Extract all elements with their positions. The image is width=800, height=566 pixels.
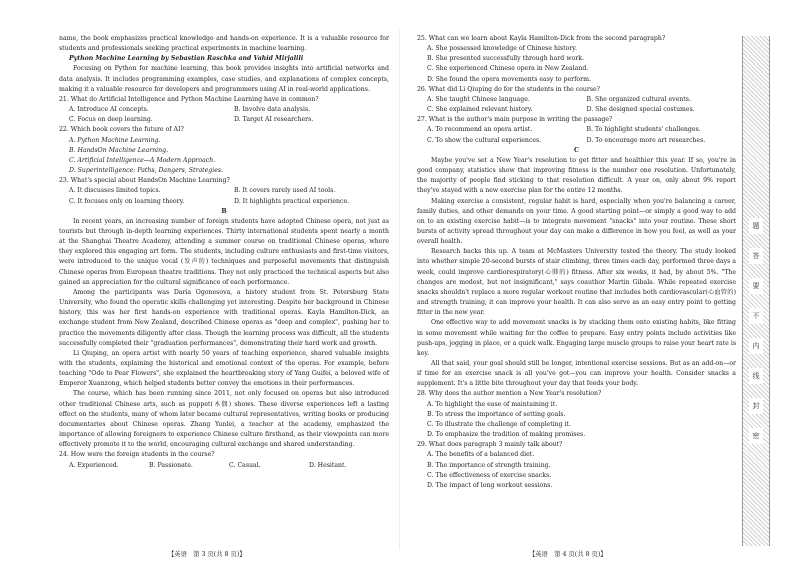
- page-4: [403, 0, 738, 566]
- q29-option-a: A. The benefits of a balanced diet.: [427, 451, 535, 459]
- q26-option-a: A. She taught Chinese language.: [427, 95, 530, 103]
- margin-label: 要: [749, 278, 763, 294]
- q28-option-c: C. To illustrate the challenge of completing it.: [427, 420, 572, 428]
- margin-label: 题: [749, 218, 763, 234]
- q27-stem: 27. What is the author's main purpose in writing the passage?: [417, 116, 613, 124]
- q25-option-d: D. She found the opera movements easy to perform.: [427, 75, 591, 83]
- left-column: [59, 34, 389, 471]
- margin-label: 封: [749, 398, 763, 414]
- q23-option-a: A. It discusses limited topics.: [69, 187, 161, 195]
- passage-c-para1: Maybe you've set a New Year's resolution to get fitter and healthier this year. If so, you're in good company, statistics show that improving fitness is the number one resolution. Unfortunately, the majority of people find sticking to that resolution difficult. A year on, only about 9% report they've stayed with a new exercise plan for the entire 12 months.: [417, 156, 736, 195]
- q29-option-b: B. The importance of strength training.: [427, 461, 551, 469]
- q23-option-b: B. It covers rarely used AI tools.: [234, 187, 336, 195]
- q24-option-b: B. Passionate.: [149, 461, 193, 469]
- q29-option-c: C. The effectiveness of exercise snacks.: [427, 471, 552, 479]
- q25-option-a: A. She possessed knowledge of Chinese history.: [427, 45, 577, 53]
- margin-label: 线: [749, 368, 763, 384]
- q23-options-row2: [59, 197, 389, 207]
- passage-c-para4: One effective way to add movement snacks is by stacking them onto existing habits, like fitting in some movement while waiting for the coffee to prepare. Easy entry points include activities like push-ups, jogging in place, or a quick walk. Engaging large muscle groups to raise your heart rate is key.: [417, 319, 736, 357]
- q21-option-d: D. Target AI researchers.: [234, 116, 314, 124]
- q28-option-d: D. To emphasize the tradition of making promises.: [427, 431, 586, 439]
- q27-option-c: C. To show the cultural experiences.: [427, 136, 542, 144]
- q22-stem: 22. Which book covers the future of AI?: [59, 126, 184, 134]
- q22-option-b: B. HandsOn Machine Learning.: [69, 146, 169, 154]
- q28-option-b: B. To stress the importance of setting goals.: [427, 410, 566, 418]
- intro-tail: name, the book emphasizes practical knowledge and hands-on experience. It is a valuable resource for students and professionals seeking practical experiments in machine learning.: [59, 35, 389, 53]
- book3-text: Focusing on Python for machine learning, this book provides insights into artificial networks and data analysis. It includes programming examples, case studies, and explanations of complex concepts, making it a valuable resource for developers and programmers using AI in real-world applications.: [59, 65, 389, 93]
- q28-option-a: A. To highlight the ease of maintaining it.: [427, 400, 558, 408]
- binding-margin-labels: [743, 36, 769, 546]
- q23-option-d: D. It highlights practical experience.: [234, 197, 350, 205]
- page-divider: [399, 30, 400, 550]
- q21-option-c: C. Focus on deep learning.: [69, 116, 153, 124]
- q26-option-c: C. She explained relevant history.: [427, 106, 533, 114]
- q23-stem: 23. What's special about HandsOn Machine Learning?: [59, 177, 230, 185]
- q22-option-d: D. Superintelligence: Paths, Dangers, Strategies.: [69, 167, 224, 175]
- passage-b-para3: Li Qiuping, an opera artist with nearly 50 years of teaching experience, shared valuable insights with the students, explaining the historical and emotional context of the operas. For example, before teaching "Ode to Pear Flowers", she explained the heartbreaking story of Yang Guifei, a beloved wife of Emperor Xuanzong, which helped students better convey the emotions in their performances.: [59, 349, 389, 388]
- margin-label: 内: [749, 338, 763, 354]
- binding-margin-strip: [742, 36, 770, 546]
- q27-option-b: B. To highlight students' challenges.: [586, 126, 701, 134]
- q25-stem: 25. What can we learn about Kayla Hamilton-Dick from the second paragraph?: [417, 35, 666, 42]
- page-3: [0, 0, 397, 566]
- passage-c-para3: Research backs this up. A team at McMasters University tested the theory. The study looked into whether simple 20-second bursts of stair climbing, three times each day, performed three days a week, could improve cardiorespiratory(心肺的) fitness. After six weeks, it had, by about 5%. "The changes are modest, but not insignificant," says coauthor Martin Gibala. While repeated exercise snacks shouldn't replace a more regular workout routine that includes both cardiovascular(心血管的) and strength training, it can improve your health. It can also serve as an easy entry point to getting fitter in the new year.: [417, 248, 736, 317]
- q29-stem: 29. What does paragraph 3 mainly talk about?: [417, 441, 563, 449]
- q22-option-a: A. Python Machine Learning.: [69, 136, 161, 144]
- footer-page-4: 【英语 第 4 页(共 8 页)】: [529, 551, 607, 558]
- section-b-heading: B: [221, 207, 227, 215]
- q28-stem: 28. Why does the author mention a New Year's resolution?: [417, 390, 602, 398]
- q24-option-d: D. Hesitant.: [309, 461, 347, 469]
- q24-options: [59, 461, 389, 471]
- q26-option-d: D. She designed special costumes.: [586, 106, 695, 114]
- q21-options-row2: [59, 115, 389, 125]
- margin-label: 密: [749, 428, 763, 444]
- q21-stem: 21. What do Artificial Intelligence and Python Machine Learning have in common?: [59, 95, 319, 103]
- q26-option-b: B. She organized cultural events.: [586, 95, 691, 103]
- q21-option-b: B. Involve data analysis.: [234, 106, 311, 114]
- q23-option-c: C. It focuses only on learning theory.: [69, 197, 185, 205]
- q25-option-b: B. She presented successfully through hard work.: [427, 55, 584, 63]
- q27-option-d: D. To encourage more art researches.: [586, 136, 706, 144]
- q29-option-d: D. The impact of long workout sessions.: [427, 481, 553, 489]
- q24-stem: 24. How were the foreign students in the course?: [59, 451, 215, 459]
- q26-options-row1: [417, 95, 736, 105]
- q26-options-row2: [417, 105, 736, 115]
- section-c-heading: C: [574, 146, 579, 154]
- book3-title: Python Machine Learning by Sebastian Raschka and Vahid Mirjalili: [69, 55, 304, 63]
- footer-page-3: 【英语 第 3 页(共 8 页)】: [168, 551, 246, 558]
- margin-label: 不: [749, 308, 763, 324]
- q21-option-a: A. Introduce AI concepts.: [69, 106, 149, 114]
- q27-options-row2: [417, 136, 736, 146]
- margin-label: 答: [749, 248, 763, 264]
- right-column: [417, 34, 736, 491]
- q24-option-c: C. Casual.: [229, 461, 261, 469]
- q27-option-a: A. To recommend an opera artist.: [427, 126, 533, 134]
- q23-options-row1: [59, 186, 389, 196]
- passage-b-para4: The course, which has been running since 2011, not only focused on operas but also introduced other traditional Chinese arts, such as puppet(木偶) shows. These diverse experiences left a lasting effect on the students, many of whom later became cultural representatives, writing books or producing documentaries about Chinese operas. Zhang Yunlei, a teacher at the academy, emphasized the importance of allowing foreigners to experience Chinese culture firsthand, as their viewpoints can more effectively promote it to the world, encouraging cultural exchange and shared understanding.: [59, 390, 389, 449]
- passage-c-para2: Making exercise a consistent, regular habit is hard, especially when you're balancing a career, family duties, and other demands on your time. A good starting point—or simply a good way to add on to an existing exercise habit—is to integrate movement "snacks" into your routine. These short bursts of activity spread throughout your day can make a difference in how you feel, as well as your overall health.: [417, 197, 736, 246]
- q26-stem: 26. What did Li Qiuping do for the students in the course?: [417, 85, 600, 93]
- passage-b-para2: Among the participants was Daria Ogonesova, a history student from St. Petersburg State University, who found the operatic skills challenging yet interesting. Despite her background in Chinese history, this was her first hands-on experience with traditional operas. Kayla Hamilton-Dick, an exchange student from New Zealand, described Chinese operas as "deep and complex", pushing her to practice the movements diligently after class. Though the learning process was difficult, all the students successfully completed their "graduation performances", demonstrating their hard work and growth.: [59, 288, 389, 347]
- q21-options-row1: [59, 105, 389, 115]
- passage-c-para5: All that said, your goal should still be longer, intentional exercise sessions. But as an add-on—or if time for an exercise snack is all you've got—you can improve your health. Consider snacks a supplement. It's a little bite throughout your day that feeds your body.: [417, 360, 736, 388]
- q27-options-row1: [417, 125, 736, 135]
- q22-option-c: C. Artificial Intelligence—A Modern Approach.: [69, 156, 216, 164]
- q24-option-a: A. Experienced.: [69, 461, 119, 469]
- passage-b-para1: In recent years, an increasing number of foreign students have adopted Chinese opera, not just as tourists but through in-depth learning experiences. Thirty international students spent nearly a month at the Shanghai Theatre Academy, attending a summer course on traditional Chinese operas, where they explored this engaging art form. The students, including culture enthusiasts and first-time visitors, were introduced to the unique vocal (发声的) techniques and purposeful movements that distinguish Chinese operas from European theatre traditions. They not only practiced the technical aspects but also gained an appreciation for the cultural significance of each performance.: [59, 217, 389, 286]
- q25-option-c: C. She experienced Chinese opera in New Zealand.: [427, 65, 589, 73]
